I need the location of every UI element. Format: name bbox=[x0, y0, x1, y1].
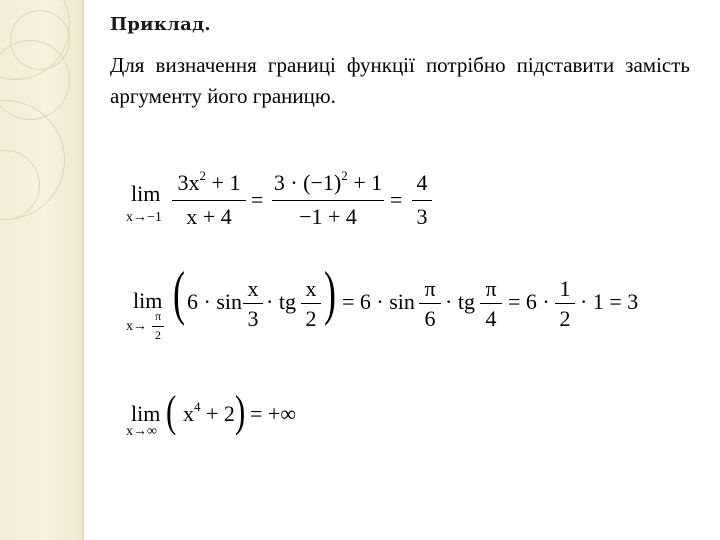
lim-operator: lim bbox=[131, 401, 161, 426]
exponent: 4 bbox=[194, 398, 201, 414]
lim-subscript: x→∞ bbox=[126, 424, 157, 439]
expression-text: · 1 = 3 bbox=[580, 289, 639, 314]
lim-subscript: x→−1 bbox=[126, 210, 162, 225]
expression-text: 6 · sin bbox=[187, 289, 242, 314]
expression-text: · tg bbox=[266, 289, 296, 314]
lim-subscript: x→ bbox=[126, 319, 147, 334]
fraction-numerator: 1 bbox=[559, 276, 571, 301]
numerator-rest: + 1 bbox=[206, 170, 241, 195]
right-parenthesis: ) bbox=[324, 260, 336, 326]
variable: x bbox=[183, 401, 194, 426]
right-parenthesis: ) bbox=[235, 387, 246, 436]
lim-operator: lim bbox=[133, 288, 163, 313]
fraction-denominator: −1 + 4 bbox=[299, 204, 357, 229]
fraction-denominator: 4 bbox=[485, 306, 497, 331]
exponent: 2 bbox=[199, 167, 207, 183]
expression-rest: + 2 bbox=[200, 401, 235, 426]
expression-text: · tg bbox=[445, 289, 475, 314]
lim-operator: lim bbox=[131, 181, 161, 206]
fraction-numerator: π bbox=[485, 276, 497, 301]
subscript-fraction-num: π bbox=[154, 309, 162, 323]
fraction-denominator: 2 bbox=[559, 306, 571, 331]
numerator-rest: + 1 bbox=[347, 170, 383, 195]
numerator-text: 3x bbox=[177, 170, 200, 195]
fraction-numerator: x bbox=[305, 276, 317, 301]
fraction-numerator: 4 bbox=[416, 170, 428, 195]
fraction-denominator: 6 bbox=[424, 306, 436, 331]
equals-sign: = bbox=[390, 187, 403, 212]
slide-paragraph: Для визначення границі функції потрібно підставити замість аргументу його границю. bbox=[110, 53, 690, 108]
fraction-numerator: π bbox=[424, 276, 436, 301]
expression-text: = 6 · bbox=[508, 289, 550, 314]
fraction-denominator: 3 bbox=[416, 204, 428, 229]
numerator-text: 3 · (−1) bbox=[273, 170, 342, 195]
slide-title: Приклад. bbox=[110, 14, 211, 35]
left-parenthesis: ( bbox=[173, 260, 185, 326]
result-text: = +∞ bbox=[250, 401, 296, 426]
fraction-denominator: x + 4 bbox=[186, 204, 232, 229]
left-parenthesis: ( bbox=[166, 387, 177, 436]
fraction-denominator: 3 bbox=[247, 306, 259, 331]
exponent: 2 bbox=[341, 167, 348, 183]
expression-text bbox=[183, 398, 235, 427]
equals-sign: = bbox=[251, 187, 264, 212]
expression-text: = 6 · sin bbox=[342, 289, 415, 314]
subscript-fraction-den: 2 bbox=[155, 328, 161, 342]
fraction-denominator: 2 bbox=[305, 306, 317, 331]
fraction-numerator: x bbox=[247, 276, 259, 301]
